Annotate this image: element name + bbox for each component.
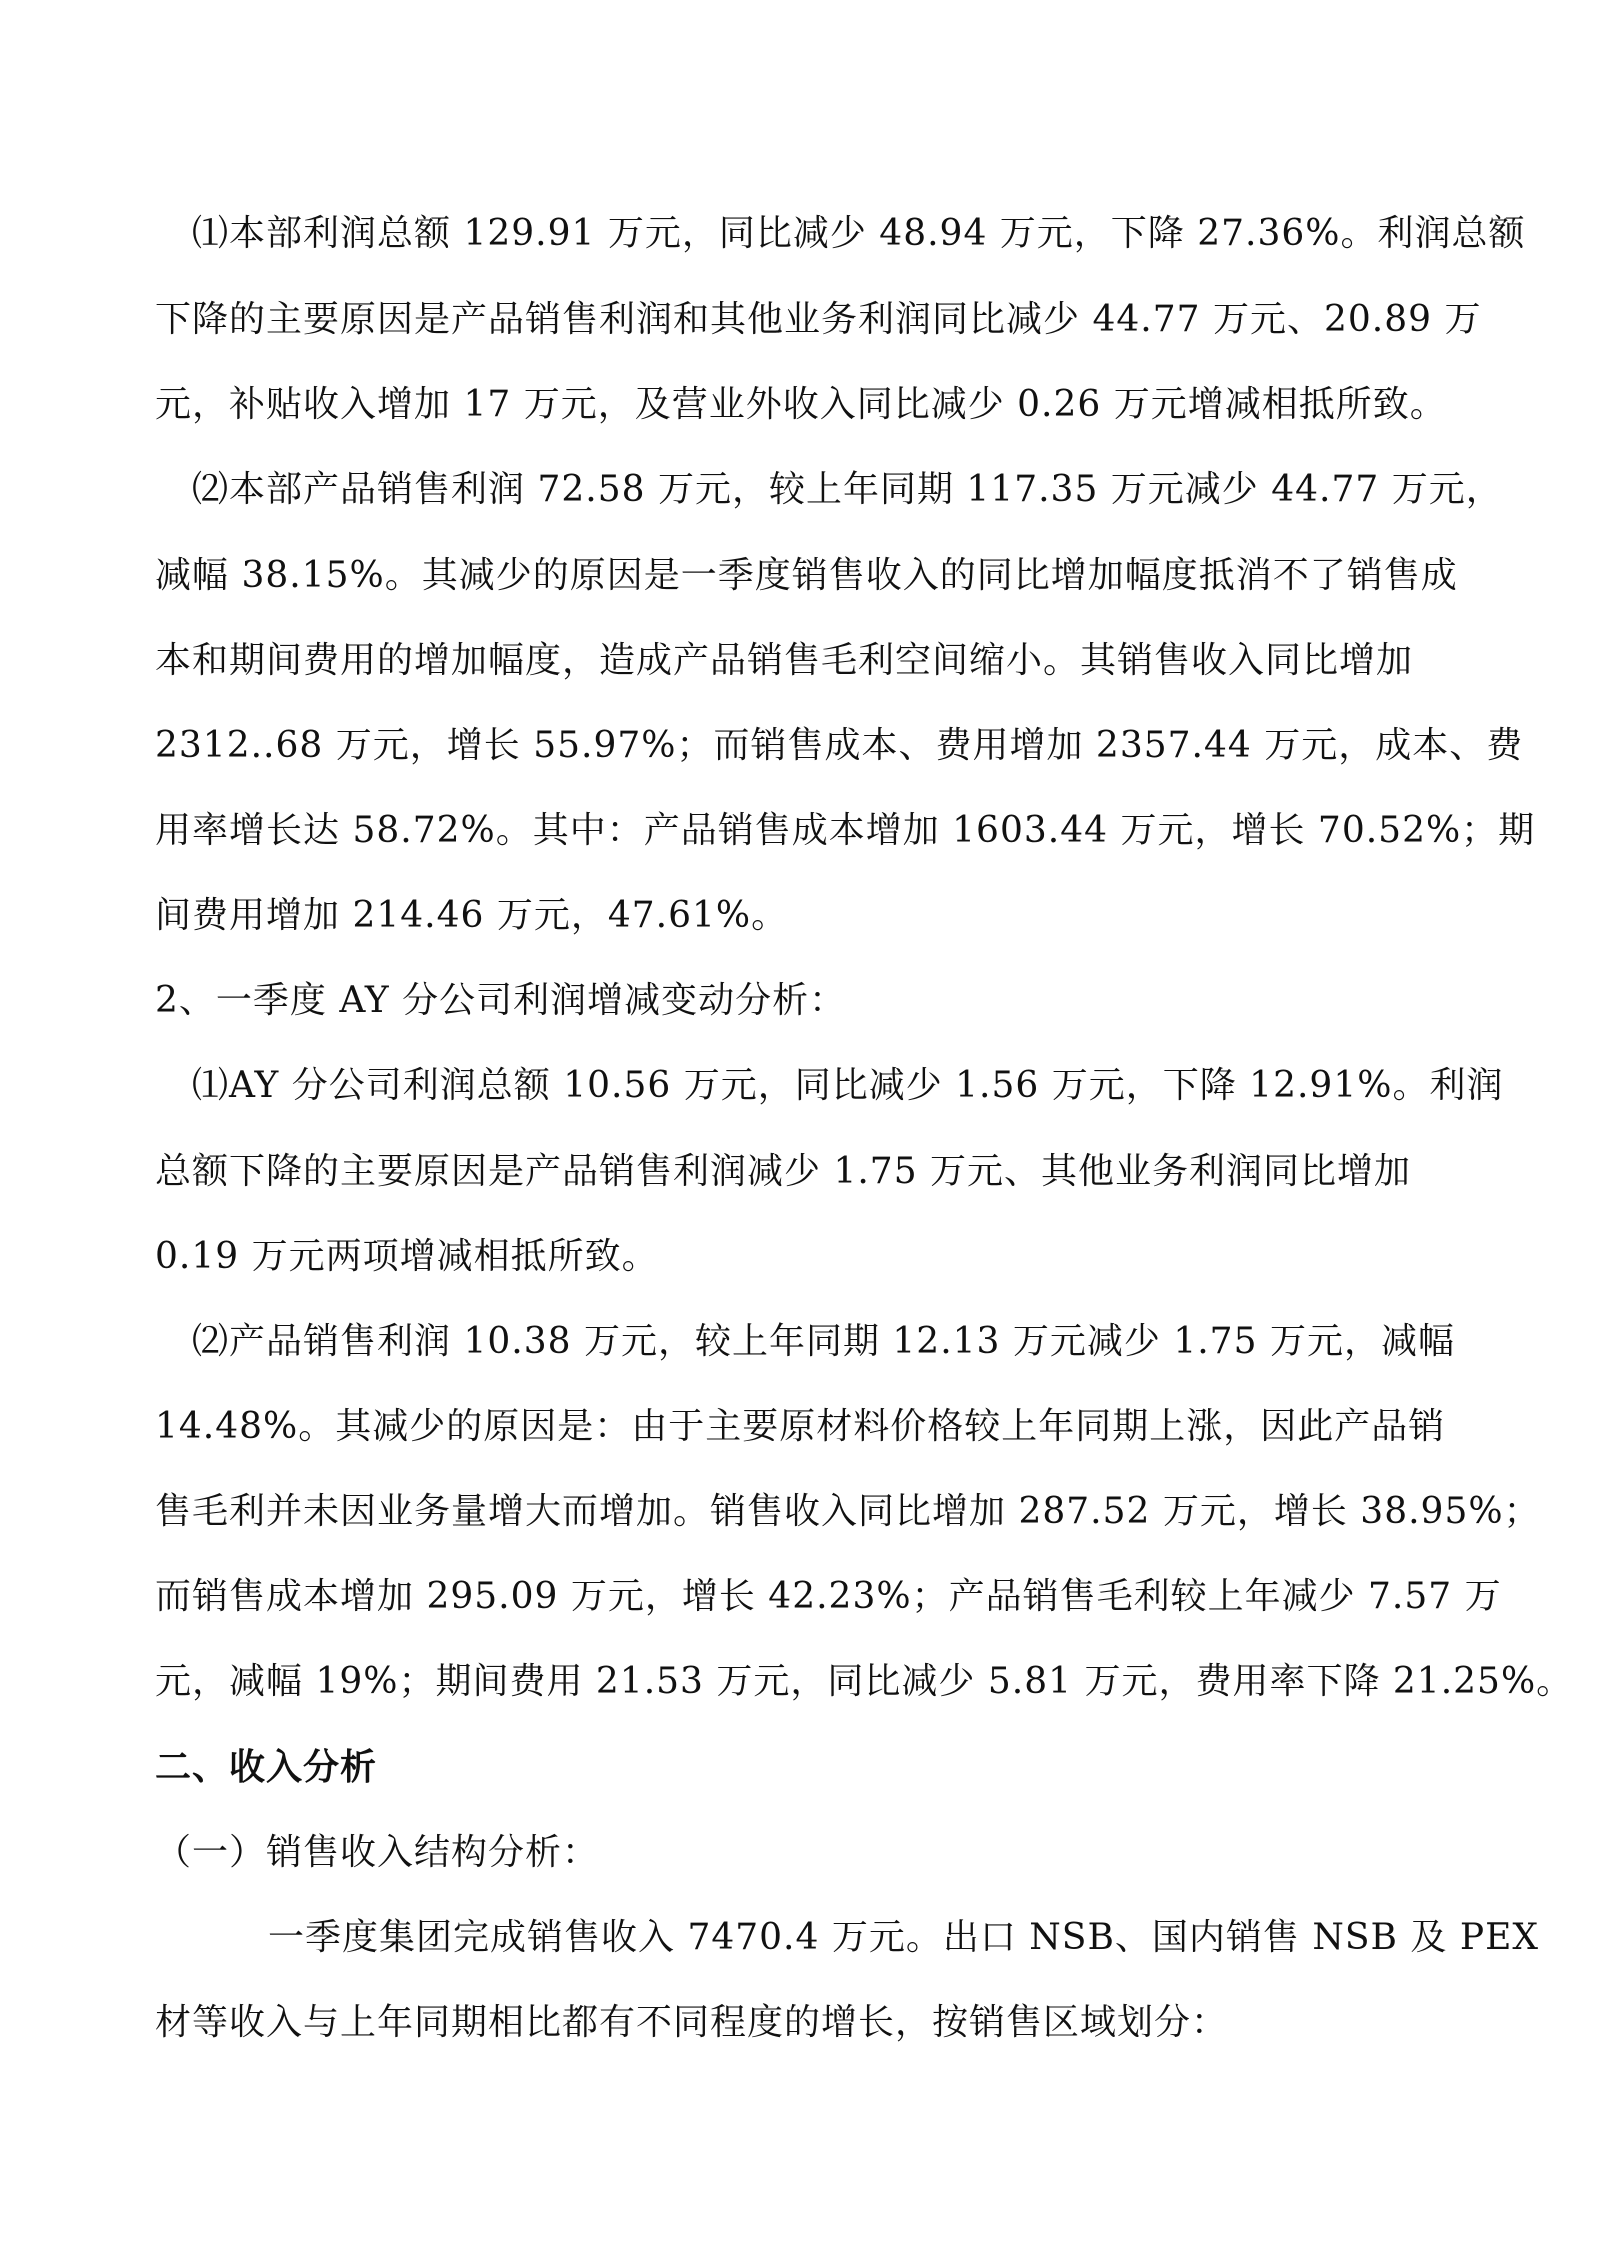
paragraph-1-line-1: ⑴本部利润总额 129.91 万元，同比减少 48.94 万元，下降 27.36%。利润总额	[192, 213, 1526, 254]
subsection-heading-sales-structure: （一）销售收入结构分析：	[155, 1832, 600, 1873]
paragraph-3-line-2: 总额下降的主要原因是产品销售利润减少 1.75 万元、其他业务利润同比增加	[155, 1151, 1412, 1192]
paragraph-5-line-2: 材等收入与上年同期相比都有不同程度的增长，按销售区域划分：	[155, 2002, 1229, 2043]
paragraph-2-line-2: 减幅 38.15%。其减少的原因是一季度销售收入的同比增加幅度抵消不了销售成	[155, 555, 1458, 596]
paragraph-5-line-1: 一季度集团完成销售收入 7470.4 万元。出口 NSB、国内销售 NSB 及 PEX	[268, 1917, 1539, 1958]
paragraph-2-line-3: 本和期间费用的增加幅度，造成产品销售毛利空间缩小。其销售收入同比增加	[155, 640, 1414, 681]
paragraph-4-line-2: 14.48%。其减少的原因是：由于主要原材料价格较上年同期上涨，因此产品销	[155, 1406, 1446, 1447]
paragraph-4-line-4: 而销售成本增加 295.09 万元，增长 42.23%；产品销售毛利较上年减少 7.57 万	[155, 1576, 1502, 1617]
paragraph-2-line-6: 间费用增加 214.46 万元，47.61%。	[155, 895, 789, 936]
paragraph-1-line-3: 元，补贴收入增加 17 万元，及营业外收入同比减少 0.26 万元增减相抵所致。	[155, 384, 1447, 425]
paragraph-1-line-2: 下降的主要原因是产品销售利润和其他业务利润同比减少 44.77 万元、20.89 万	[155, 299, 1482, 340]
paragraph-2-line-1: ⑵本部产品销售利润 72.58 万元，较上年同期 117.35 万元减少 44.77 万元，	[192, 469, 1503, 510]
paragraph-2-line-4: 2312..68 万元，增长 55.97%；而销售成本、费用增加 2357.44 万元，成本、费	[155, 725, 1524, 766]
paragraph-3-line-1: ⑴AY 分公司利润总额 10.56 万元，同比减少 1.56 万元，下降 12.91%。利润	[192, 1065, 1504, 1106]
paragraph-4-line-1: ⑵产品销售利润 10.38 万元，较上年同期 12.13 万元减少 1.75 万元，减幅	[192, 1321, 1455, 1362]
paragraph-4-line-3: 售毛利并未因业务量增大而增加。销售收入同比增加 287.52 万元，增长 38.95%；	[155, 1491, 1541, 1532]
paragraph-2-line-5: 用率增长达 58.72%。其中：产品销售成本增加 1603.44 万元，增长 70.52%；期	[155, 810, 1536, 851]
section-subheading-ay: 2、一季度 AY 分公司利润增减变动分析：	[155, 980, 847, 1021]
paragraph-4-line-5: 元，减幅 19%；期间费用 21.53 万元，同比减少 5.81 万元，费用率下降 21.25%。	[155, 1661, 1574, 1702]
paragraph-3-line-3: 0.19 万元两项增减相抵所致。	[155, 1236, 659, 1277]
section-heading-revenue-analysis: 二、收入分析	[155, 1747, 378, 1788]
